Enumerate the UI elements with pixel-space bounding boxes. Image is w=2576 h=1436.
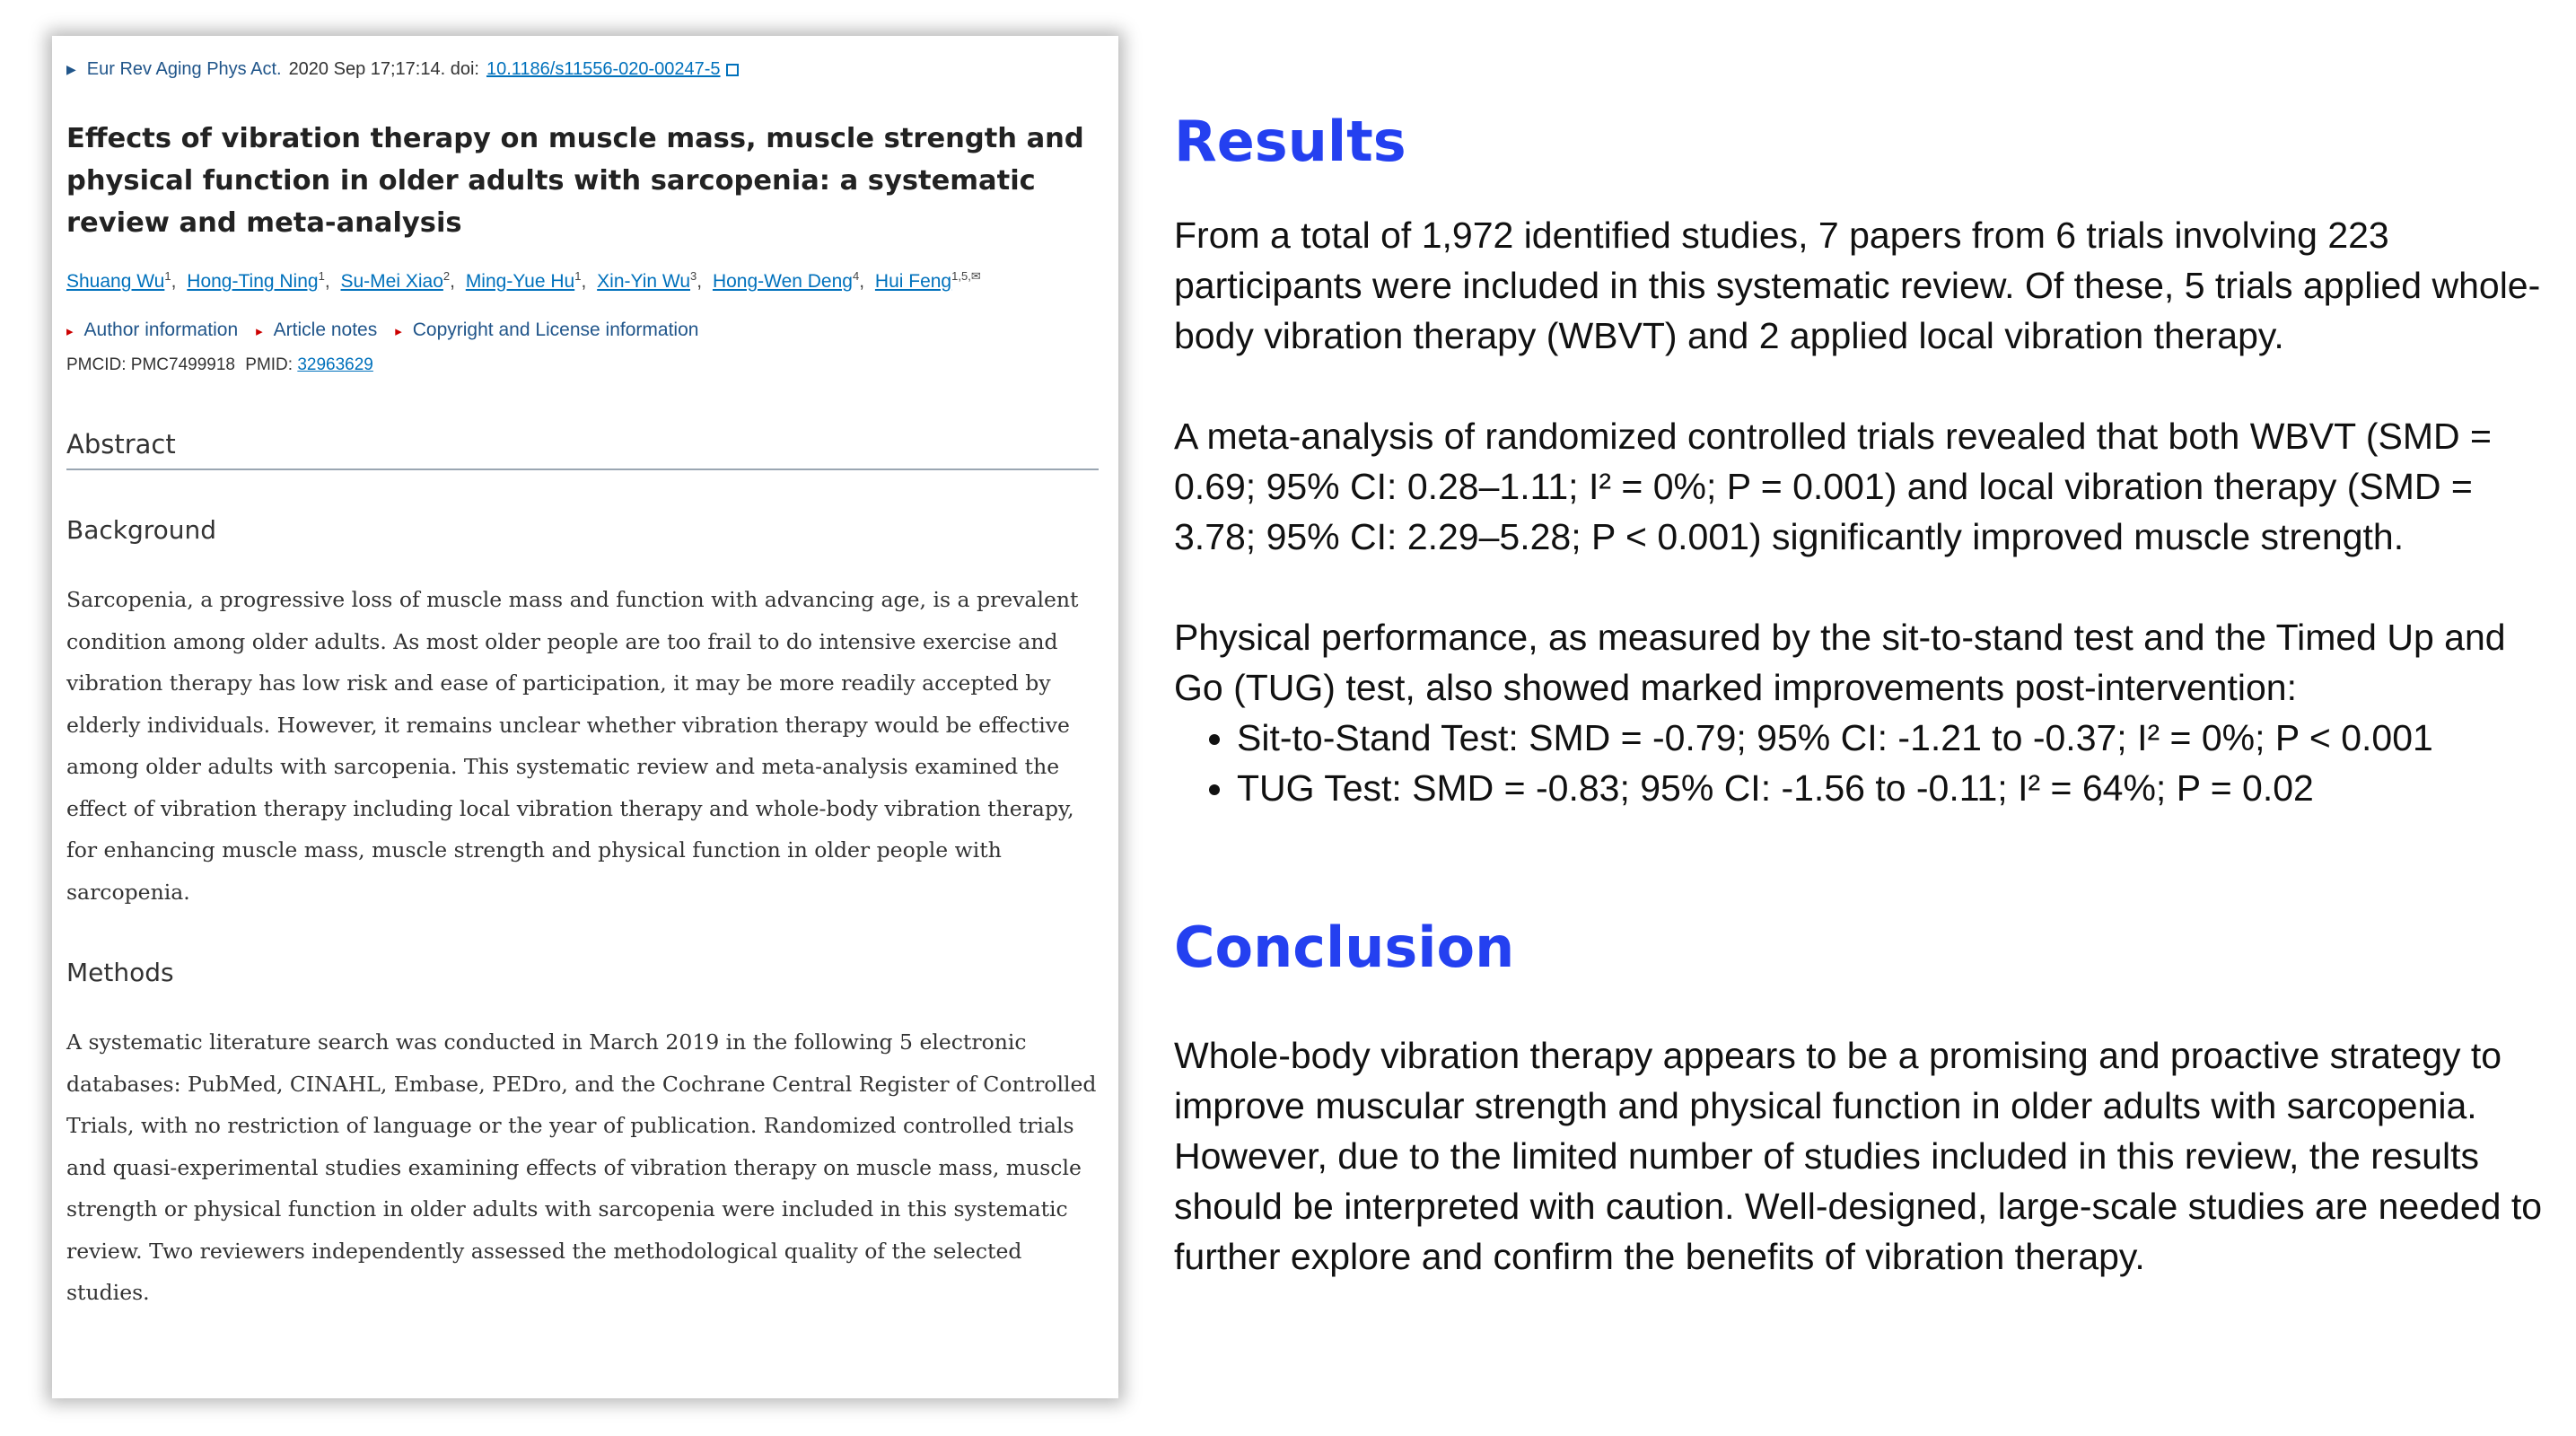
- abstract-heading: Abstract: [66, 429, 1099, 470]
- results-paragraph-2: A meta-analysis of randomized controlled trials revealed that both WBVT (SMD = 0.69; 95% CI: 0.28–1.11; I² = 0%; P = 0.001) and local vibration therapy (SMD = 3.78; 95% CI: 2.29–5.28; P < 0.001) significantly improved muscle strength.: [1174, 416, 2492, 557]
- triangle-right-icon: ▶: [66, 62, 76, 76]
- results-heading: Results: [1174, 109, 1406, 174]
- external-link-icon[interactable]: [726, 64, 739, 76]
- list-item: • TUG Test: SMD = -0.83; 95% CI: -1.56 to -0.11; I² = 64%; P = 0.02: [1237, 763, 2556, 813]
- results-paragraph-1: From a total of 1,972 identified studies, 7 papers from 6 trials involving 223 participants were included in this systematic review. Of these, 5 trials applied whole-body vibration therapy (WBVT) and 2 applied local vibration therapy.: [1174, 215, 2541, 356]
- mail-icon[interactable]: ✉: [970, 269, 981, 283]
- author-list: Shuang Wu$^1$, Hong-Ting Ning$^1$, Su-Mei Xiao$^2$, Ming-Yue Hu$^1$, Xin-Yin Wu$^3$, Hong-Wen Deng$^4$, Hui Feng$^{1,5,✉}$: [66, 269, 981, 292]
- doi-link[interactable]: 10.1186/s11556-020-00247-5: [486, 59, 721, 79]
- pmid-link[interactable]: 32963629: [297, 355, 373, 374]
- author-link[interactable]: Hong-Wen Deng: [712, 271, 853, 292]
- author-affiliation: 1,5,: [951, 269, 971, 283]
- author-affiliation: 1: [164, 269, 171, 283]
- background-heading: Background: [66, 515, 217, 545]
- citation-date: 2020 Sep 17;17:14. doi:: [288, 59, 479, 79]
- article-meta-links: [66, 320, 1095, 341]
- article-title: Effects of vibration therapy on muscle mass, muscle strength and physical function in older adults with sarcopenia: a systematic review and meta-analysis: [66, 123, 1084, 239]
- pmcid-label: PMCID:: [66, 355, 127, 374]
- journal-name[interactable]: Eur Rev Aging Phys Act.: [86, 59, 282, 79]
- methods-text: A systematic literature search was conducted in March 2019 in the following 5 electronic databases: PubMed, CINAHL, Embase, PEDro, and the Cochrane Central Register of Controlled Trials, with no restriction of language or the year of publication. Randomized controlled trials and quasi-experimental studies examining effects of vibration therapy on muscle mass, muscle strength or physical function in older adults with sarcopenia were included in this systematic review. Two reviewers independently assessed the methodological quality of the selected studies.: [66, 1029, 1097, 1305]
- author-affiliation: 4: [852, 269, 860, 283]
- conclusion-heading: Conclusion: [1174, 915, 1515, 980]
- conclusion-paragraph: Whole-body vibration therapy appears to be a promising and proactive strategy to improve muscular strength and physical function in older adults with sarcopenia. However, due to the limited number of studies included in this review, the results should be interpreted with caution. Well-designed, large-scale studies are needed to further explore and confirm the benefits of vibration therapy.: [1174, 1035, 2543, 1277]
- author-affiliation: 2: [442, 269, 451, 283]
- author-link[interactable]: Shuang Wu: [66, 271, 165, 292]
- pmid-label: PMID:: [245, 355, 294, 374]
- pmcid-value: PMC7499918: [130, 355, 235, 374]
- article-notes-link[interactable]: ▸ Article notes: [256, 320, 377, 341]
- author-information-link[interactable]: ▸ Author information: [66, 320, 238, 341]
- results-paragraph-3: Physical performance, as measured by the sit-to-stand test and the Timed Up and Go (TUG) test, also showed marked improvements post-intervention:: [1174, 617, 2506, 708]
- author-affiliation: 1: [574, 269, 582, 283]
- background-text: Sarcopenia, a progressive loss of muscle mass and function with advancing age, is a prevalent condition among older adults. As most older people are too frail to do intensive exercise and vibration therapy has low risk and ease of participation, it may be more readily accepted by elderly individuals. However, it remains unclear whether vibration therapy would be effective among older adults with sarcopenia. This systematic review and meta-analysis examined the effect of vibration therapy including local vibration therapy and whole-body vibration therapy, for enhancing muscle mass, muscle strength and physical function in older people with sarcopenia.: [66, 587, 1079, 905]
- copyright-license-link[interactable]: ▸ Copyright and License information: [395, 320, 698, 341]
- author-link[interactable]: Su-Mei Xiao: [340, 271, 443, 292]
- author-link[interactable]: Ming-Yue Hu: [465, 271, 575, 292]
- author-affiliation: 1: [318, 269, 325, 283]
- author-link[interactable]: Hui Feng: [874, 271, 952, 292]
- summary-panel: [1174, 106, 2556, 1282]
- citation-line: [66, 59, 1095, 80]
- author-affiliation: 3: [690, 269, 697, 283]
- results-bullet-list: [1174, 713, 2556, 813]
- article-screenshot: [52, 36, 1118, 1398]
- author-link[interactable]: Hong-Ting Ning: [187, 271, 319, 292]
- list-item: • Sit-to-Stand Test: SMD = -0.79; 95% CI: -1.21 to -0.37; I² = 0%; P < 0.001: [1237, 713, 2556, 763]
- author-link[interactable]: Xin-Yin Wu: [597, 271, 691, 292]
- methods-heading: Methods: [66, 958, 174, 987]
- article-ids: [66, 355, 1095, 375]
